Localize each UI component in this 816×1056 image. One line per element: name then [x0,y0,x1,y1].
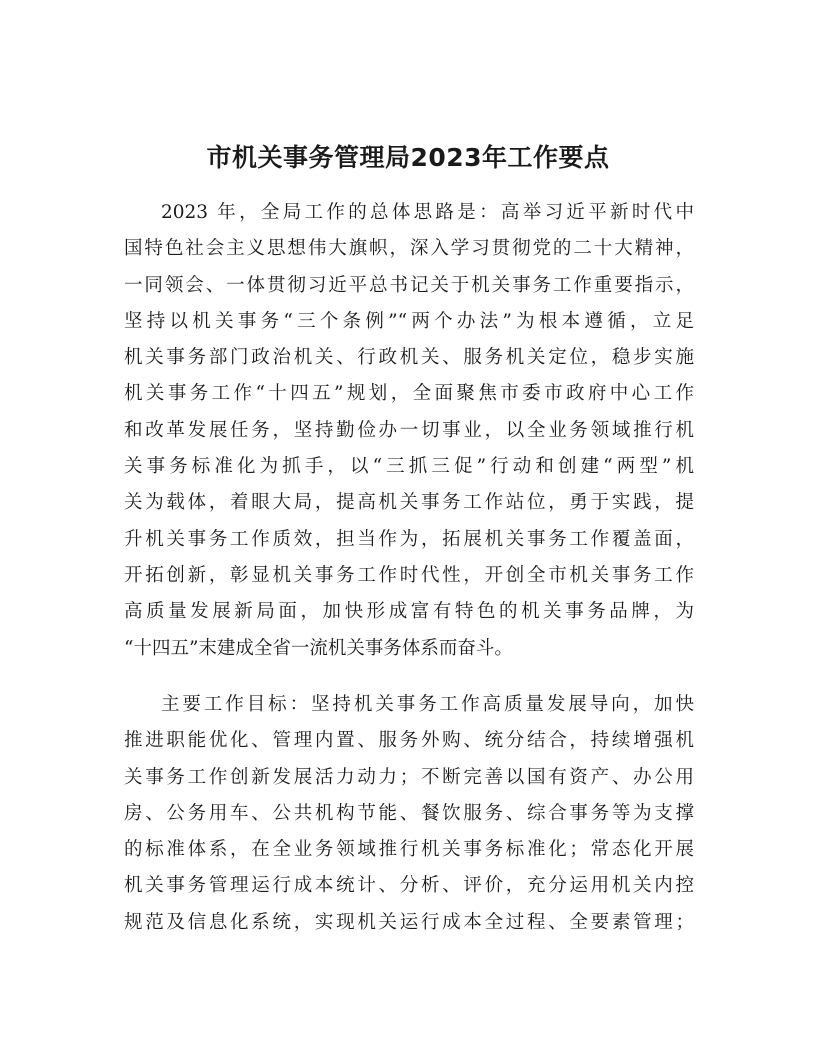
paragraph-line: 高质量发展新局面，加快形成富有特色的机关事务品牌，为 [124,601,694,623]
paragraph-main-goals [124,687,694,941]
paragraph-line: 关为载体，着眼大局，提高机关事务工作站位，勇于实践，提 [124,492,694,514]
paragraph-line: 关事务标准化为抓手，以“三抓三促”行动和创建“两型”机 [124,456,694,478]
paragraph-line: 机关事务部门政治机关、行政机关、服务机关定位，稳步实施 [124,347,694,369]
paragraph-line: 开拓创新，彰显机关事务工作时代性，开创全市机关事务工作 [124,564,694,586]
paragraph-line: 房、公务用车、公共机构节能、餐饮服务、综合事务等为支撑 [124,802,694,824]
paragraph-overall-approach [124,195,694,667]
paragraph-line: 一同领会、一体贯彻习近平总书记关于机关事务工作重要指示， [124,274,694,296]
paragraph-line: 关事务工作创新发展活力动力；不断完善以国有资产、办公用 [124,766,694,788]
paragraph-line: 的标准体系，在全业务领域推行机关事务标准化；常态化开展 [124,839,694,861]
paragraph-line: 2023 年，全局工作的总体思路是：高举习近平新时代中 [161,202,694,223]
paragraph-line: 机关事务工作“十四五”规划，全面聚焦市委市政府中心工作 [124,383,694,405]
paragraph-line: 主要工作目标：坚持机关事务工作高质量发展导向，加快 [161,694,694,715]
paragraph-line: 推进职能优化、管理内置、服务外购、统分结合，持续增强机 [124,730,694,752]
paragraph-line: 机关事务管理运行成本统计、分析、评价，充分运用机关内控 [124,875,694,897]
paragraph-line: 和改革发展任务，坚持勤俭办一切事业，以全业务领域推行机 [124,419,694,441]
paragraph-line: 国特色社会主义思想伟大旗帜，深入学习贯彻党的二十大精神， [124,238,694,260]
paragraph-line: 升机关事务工作质效，担当作为，拓展机关事务工作覆盖面， [124,528,694,550]
paragraph-line: 规范及信息化系统，实现机关运行成本全过程、全要素管理； [124,911,694,933]
document-title: 市机关事务管理局2023年工作要点 [206,143,610,172]
paragraph-line: 坚持以机关事务“三个条例”“两个办法”为根本遵循，立足 [124,310,694,332]
paragraph-line: “十四五”末建成全省一流机关事务体系而奋斗。 [124,637,513,659]
